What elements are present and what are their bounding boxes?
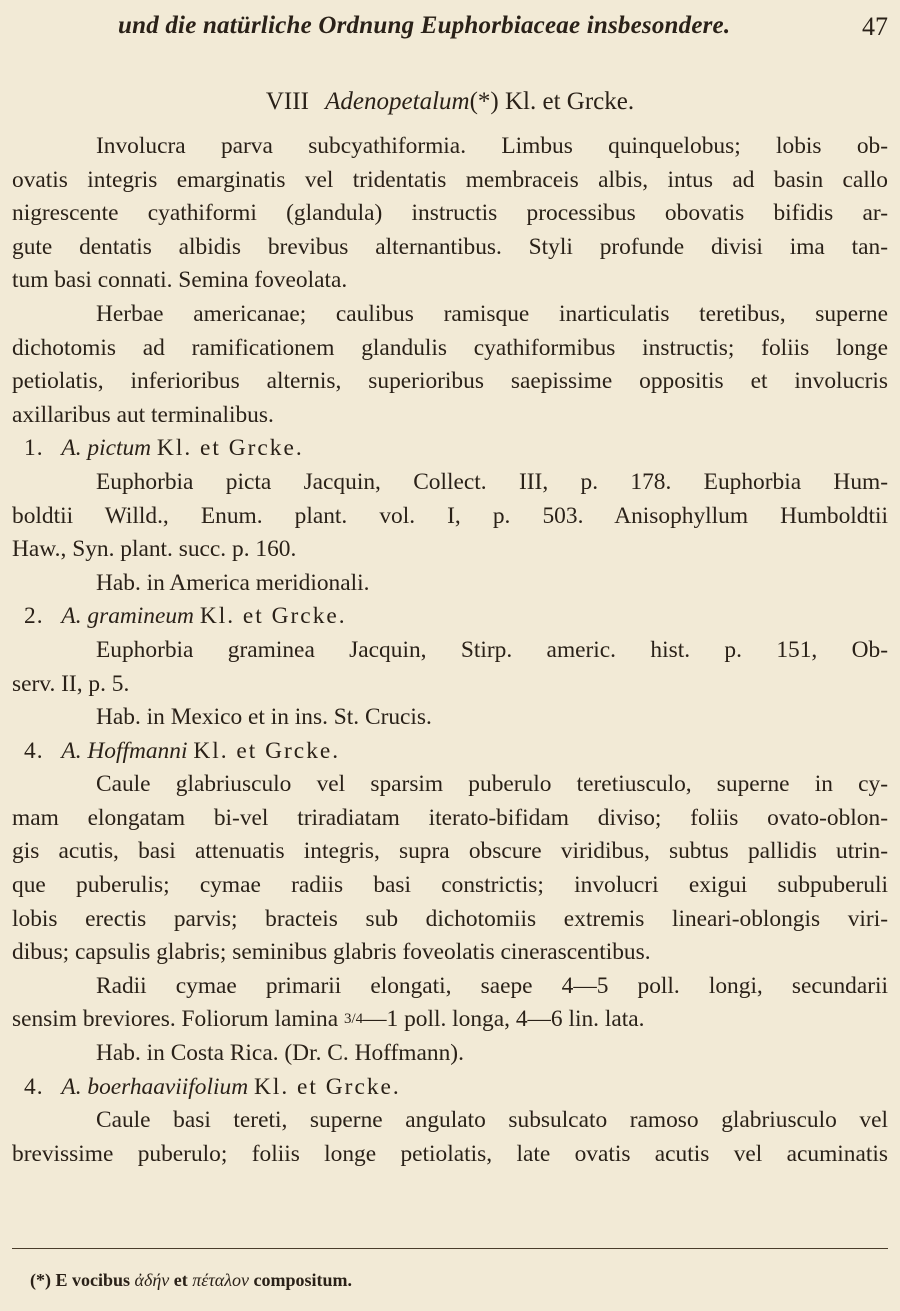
- species-number: 4.: [24, 737, 44, 764]
- synonymy-line: Haw., Syn. plant. succ. p. 160.: [12, 536, 297, 563]
- species-heading: [12, 432, 888, 466]
- description-line: tum basi connati. Semina foveolata.: [12, 267, 348, 294]
- genus-number: VIII: [265, 88, 309, 115]
- note-text: —1 poll. longa, 4—6 lin. lata.: [363, 1006, 645, 1033]
- species-heading: [12, 1071, 888, 1105]
- synonymy-line: Euphorbia graminea Jacquin, Stirp. americ. hist. p. 151, Ob-: [96, 636, 888, 663]
- species-authors: Kl. et Grcke.: [199, 603, 347, 630]
- species-name: A. Hoffmanni: [61, 737, 188, 764]
- greek-word: πέταλον: [192, 1270, 250, 1290]
- genus-heading: [0, 88, 900, 116]
- diagnosis-line: Caule basi tereti, superne angulato subsulcato ramoso glabriusculo vel: [96, 1107, 888, 1134]
- note-line: [12, 1003, 888, 1037]
- habit-line: Herbae americanae; caulibus ramisque inarticulatis teretibus, superne: [96, 300, 888, 327]
- species-name: A. gramineum: [61, 603, 194, 630]
- running-head-title: und die natürliche Ordnung Euphorbiaceae insbesondere.: [118, 12, 731, 39]
- species-number: 1.: [24, 435, 44, 462]
- running-head: [0, 6, 900, 46]
- footnote-rule: [12, 1248, 888, 1249]
- habit-line: axillaribus aut terminalibus.: [12, 401, 274, 428]
- habit-line: petiolatis, inferioribus alternis, superioribus saepissime oppositis et involucris: [12, 368, 888, 395]
- diagnosis-line: Caule glabriusculo vel sparsim puberulo teretiusculo, superne in cy-: [96, 771, 888, 798]
- description-line: gute dentatis albidis brevibus alternantibus. Styli profunde divisi ima tan-: [12, 233, 888, 260]
- footnote-marker: (*): [30, 1270, 51, 1290]
- description-line: ovatis integris emarginatis vel tridentatis membraceis albis, intus ad basin callo: [12, 166, 888, 193]
- synonymy-line: Euphorbia picta Jacquin, Collect. III, p. 178. Euphorbia Hum-: [96, 468, 888, 495]
- page-number: 47: [862, 12, 888, 41]
- diagnosis-line: dibus; capsulis glabris; seminibus glabris foveolatis cinerascentibus.: [12, 939, 651, 966]
- habitat-line: Hab. in America meridionali.: [96, 569, 370, 596]
- diagnosis-line: lobis erectis parvis; bracteis sub dichotomiis extremis lineari-oblongis viri-: [12, 905, 888, 932]
- species-authors: Kl. et Grcke.: [193, 737, 341, 764]
- species-heading: [12, 600, 888, 634]
- footnote-text: compositum.: [253, 1270, 353, 1290]
- footnote-mark: (*): [469, 88, 499, 115]
- species-authors: Kl. et Grcke.: [156, 435, 304, 462]
- species-heading: [12, 735, 888, 769]
- synonymy-line: serv. II, p. 5.: [12, 670, 130, 697]
- footnote: [30, 1270, 352, 1291]
- greek-word: ἀδήν: [134, 1270, 170, 1290]
- species-name: A. pictum: [61, 435, 152, 462]
- text-body: [12, 130, 888, 1171]
- species-number: 2.: [24, 603, 44, 630]
- species-authors: Kl. et Grcke.: [253, 1073, 401, 1100]
- species-number: 4.: [24, 1073, 44, 1100]
- habitat-line: Hab. in Mexico et in ins. St. Crucis.: [96, 704, 432, 731]
- description-line: Involucra parva subcyathiformia. Limbus quinquelobus; lobis ob-: [96, 133, 888, 159]
- habit-line: dichotomis ad ramificationem glandulis cyathiformibus instructis; foliis longe: [12, 334, 888, 361]
- habitat-line: Hab. in Costa Rica. (Dr. C. Hoffmann).: [96, 1040, 464, 1067]
- fraction: 3/4: [343, 1011, 364, 1028]
- genus-authors: Kl. et Grcke.: [504, 88, 635, 115]
- species-name: A. boerhaaviifolium: [61, 1073, 249, 1100]
- footnote-text: et: [173, 1270, 188, 1290]
- note-line: Radii cymae primarii elongati, saepe 4—5 poll. longi, secundarii: [96, 972, 888, 999]
- diagnosis-line: gis acutis, basi attenuatis integris, supra obscure viridibus, subtus pallidis utrin-: [12, 838, 888, 865]
- diagnosis-line: mam elongatam bi-vel triradiatam iterato-bifidam diviso; foliis ovato-oblon-: [12, 804, 888, 831]
- note-text: sensim breviores. Foliorum lamina: [12, 1006, 339, 1033]
- diagnosis-line: brevissime puberulo; foliis longe petiolatis, late ovatis acutis vel acuminatis: [12, 1140, 888, 1167]
- diagnosis-line: que puberulis; cymae radiis basi constrictis; involucri exigui subpuberuli: [12, 872, 888, 899]
- description-line: nigrescente cyathiformi (glandula) instructis processibus obovatis bifidis ar-: [12, 200, 888, 227]
- synonymy-line: boldtii Willd., Enum. plant. vol. I, p. 503. Anisophyllum Humboldtii: [12, 502, 888, 529]
- genus-name: Adenopetalum: [325, 88, 470, 115]
- footnote-text: E vocibus: [55, 1270, 131, 1290]
